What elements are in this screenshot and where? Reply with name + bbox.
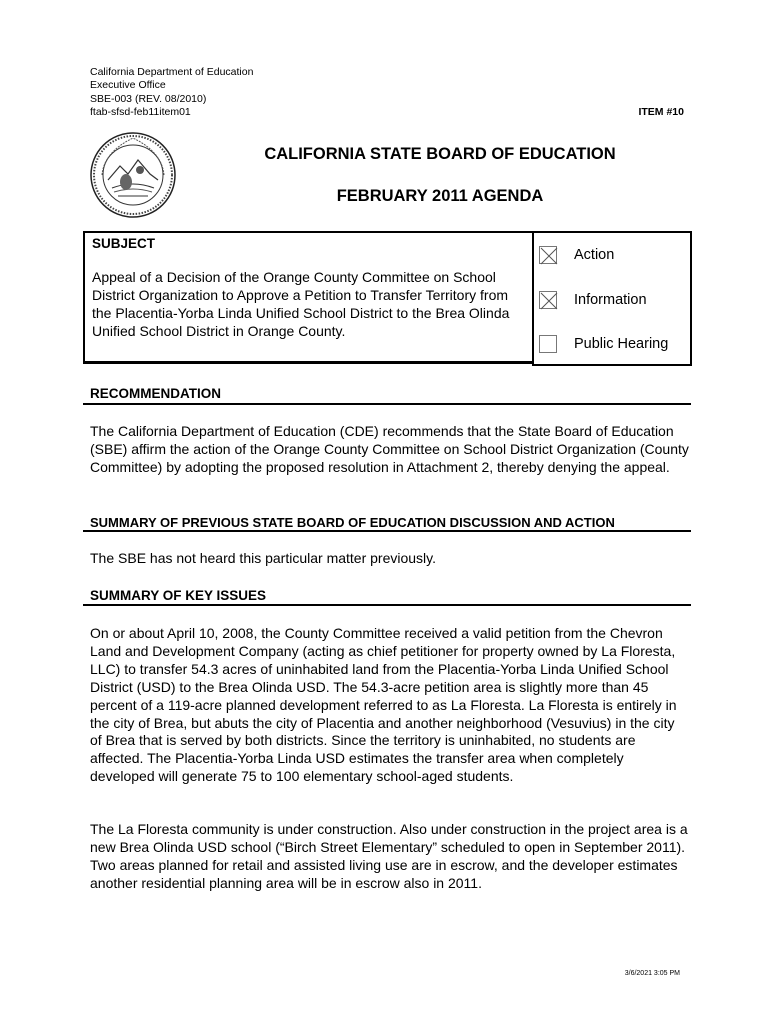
key-issues-paragraph-1: On or about April 10, 2008, the County Committee received a valid petition from the Chevron Land and Development Company (acting as chief petitioner for property owned by La Floresta, LLC) to transfer 54.3 acres of uninhabited land from the Placentia-Yorba Linda Unified School District (USD) to the Brea Olinda USD. The 54.3-acre petition area is slightly more than 45 percent of a 119-acre planned development referred to as La Floresta. La Floresta is entirely in the city of Brea, but abuts the city of Placentia and another neighborhood (Vesuvius) in the city of Brea that is served by both districts. Since the territory is uninhabited, no students are affected. The Placentia-Yorba Linda USD estimates the transfer area when completely developed will generate 75 to 100 elementary school-aged students. (90, 625, 677, 785)
print-timestamp: 3/6/2021 3:05 PM (624, 970, 680, 977)
recommendation-heading: RECOMMENDATION (90, 386, 221, 401)
document-header (90, 66, 253, 120)
key-issues-paragraph-2: The La Floresta community is under construction. Also under construction in the project area is a new Brea Olinda USD school (“Birch Street Elementary” scheduled to open in September 2011). Two areas planned for retail and assisted living use are in escrow, and the developer estimates another residential planning area will be in escrow also in 2011. (90, 821, 688, 891)
section-divider (83, 403, 691, 405)
item-number: ITEM #10 (638, 106, 684, 118)
agenda-title: FEBRUARY 2011 AGENDA (336, 187, 544, 205)
state-seal-icon (88, 130, 178, 220)
action-label: Action (574, 247, 615, 263)
action-type-box (532, 231, 692, 366)
previous-action-text: The SBE has not heard this particular matter previously. (90, 550, 437, 566)
key-issues-heading: SUMMARY OF KEY ISSUES (90, 588, 267, 603)
previous-action-heading: SUMMARY OF PREVIOUS STATE BOARD OF EDUCATION DISCUSSION AND ACTION (90, 515, 615, 530)
public-hearing-checkbox[interactable] (539, 335, 557, 353)
public-hearing-label: Public Hearing (574, 336, 669, 352)
information-label: Information (574, 292, 647, 308)
action-checkbox[interactable] (539, 246, 557, 264)
board-title: CALIFORNIA STATE BOARD OF EDUCATION (264, 145, 616, 163)
recommendation-text: The California Department of Education (CDE) recommends that the State Board of Education (SBE) affirm the action of the Orange County Committee on School District Organization (County Committee) by adopting the proposed resolution in Attachment 2, thereby denying the appeal. (90, 423, 689, 475)
section-divider (83, 530, 691, 532)
header-line-office: Executive Office (90, 79, 166, 92)
subject-box (83, 231, 533, 364)
information-checkbox[interactable] (539, 291, 557, 309)
header-line-file-id: ftab-sfsd-feb11item01 (90, 106, 191, 119)
header-line-department: California Department of Education (90, 66, 254, 78)
subject-text: Appeal of a Decision of the Orange County Committee on School District Organization to Approve a Petition to Transfer Territory from the Placentia-Yorba Linda Unified School District to the Brea Olinda Unified School District in Orange County. (92, 269, 510, 339)
header-line-form-number: SBE-003 (REV. 08/2010) (90, 92, 207, 105)
section-divider (83, 604, 691, 606)
subject-heading: SUBJECT (92, 236, 156, 251)
